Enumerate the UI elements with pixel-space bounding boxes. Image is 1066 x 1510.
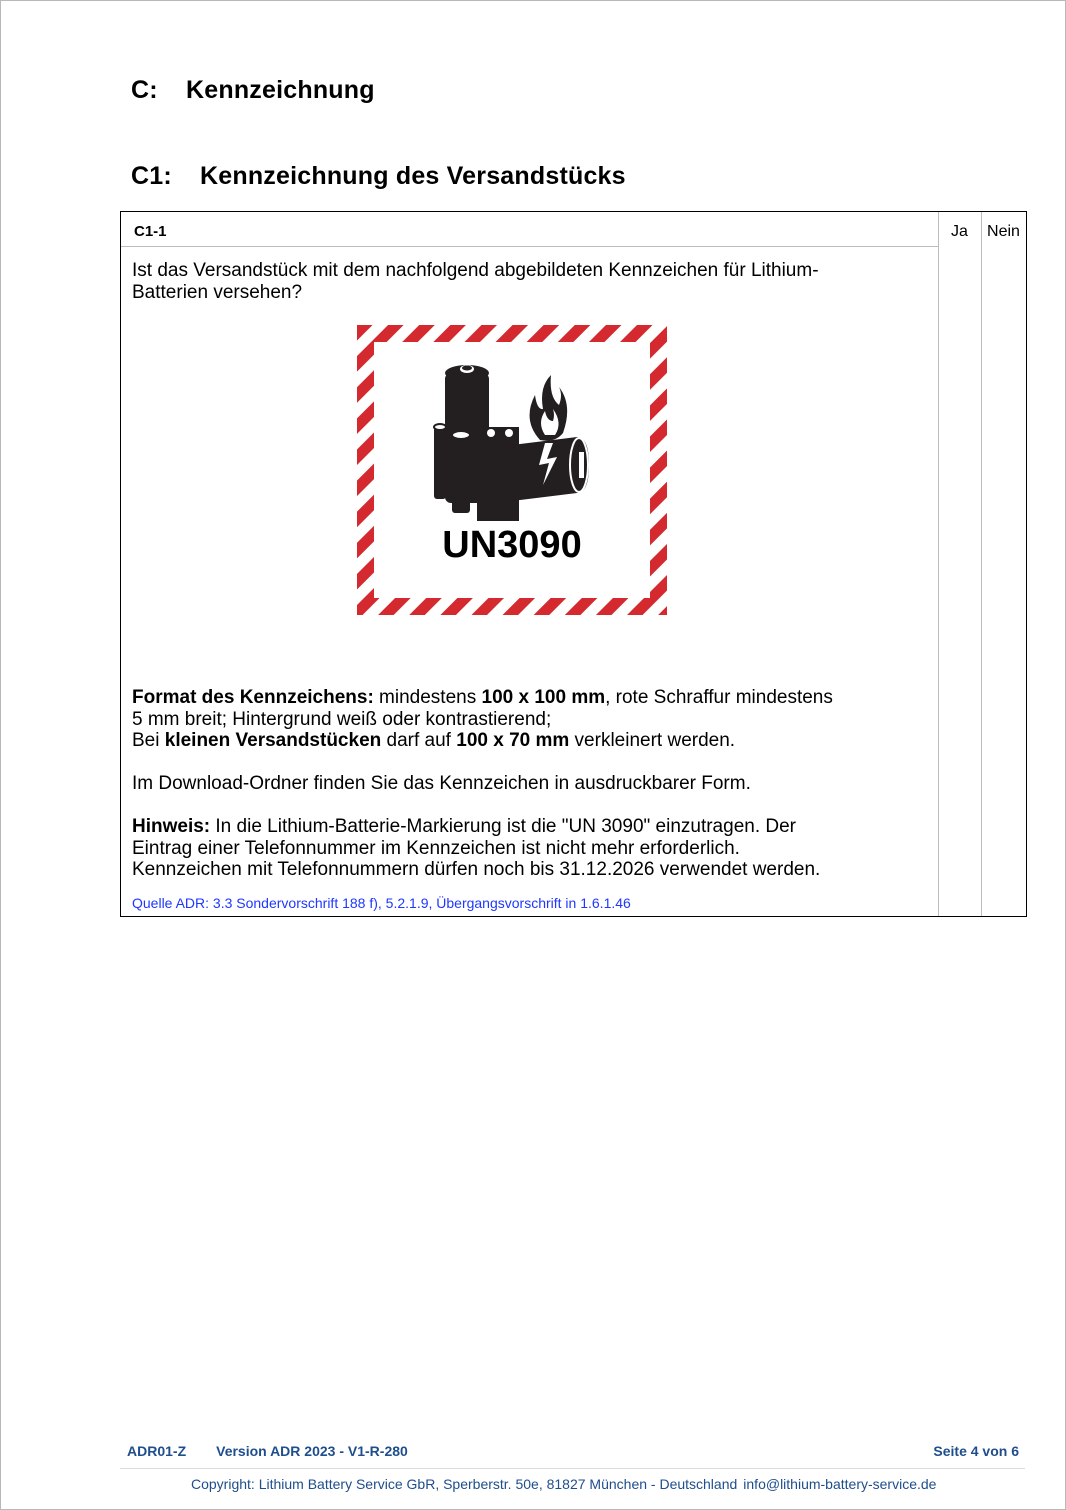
format-text-1: mindestens	[373, 687, 482, 708]
subsection-title: Kennzeichnung des Versandstücks	[200, 162, 626, 190]
note-text-1: In die Lithium-Batterie-Markierung ist die "UN 3090" einzutragen. Der	[210, 816, 796, 837]
copyright-text: Copyright: Lithium Battery Service GbR, Sperberstr. 50e, 81827 München - Deutschland	[191, 1476, 738, 1492]
column-header-no: Nein	[987, 223, 1020, 240]
note-block	[132, 816, 922, 881]
format-description	[132, 687, 922, 752]
un-number-text: UN3090	[442, 524, 582, 566]
format-line-1	[132, 687, 922, 709]
format-text-4: darf auf	[381, 730, 457, 751]
section-heading	[131, 76, 375, 105]
footer-divider	[120, 1468, 1025, 1469]
format-text-2: , rote Schraffur mindestens	[605, 687, 833, 708]
section-number: C:	[131, 76, 158, 104]
format-text-3: Bei	[132, 730, 165, 751]
lithium-battery-mark	[357, 325, 667, 615]
note-line-2: Eintrag einer Telefonnummer im Kennzeichen ist nicht mehr erforderlich.	[132, 837, 740, 859]
question-line-1: Ist das Versandstück mit dem nachfolgend abgebildeten Kennzeichen für Lithium-	[132, 260, 819, 281]
lithium-battery-mark-graphic	[357, 325, 667, 615]
column-divider-yes	[938, 212, 939, 916]
format-label: Format des Kennzeichens:	[132, 687, 374, 708]
copyright-email: info@lithium-battery-service.de	[743, 1476, 937, 1492]
footer-page-number: Seite 4 von 6	[933, 1443, 1019, 1459]
note-line-3: Kennzeichen mit Telefonnummern dürfen noch bis 31.12.2026 verwendet werden.	[132, 859, 821, 880]
subsection-number: C1:	[131, 162, 172, 190]
source-reference: Quelle ADR: 3.3 Sondervorschrift 188 f), 5.2.1.9, Übergangsvorschrift in 1.6.1.46	[132, 895, 631, 911]
subsection-heading	[131, 162, 626, 191]
format-size-large: 100 x 100 mm	[481, 687, 606, 708]
section-title: Kennzeichnung	[186, 76, 375, 104]
format-small-packages: kleinen Versandstücken	[164, 730, 382, 751]
header-divider	[121, 246, 938, 247]
format-size-small: 100 x 70 mm	[456, 730, 570, 751]
note-line-1	[132, 816, 922, 838]
note-label: Hinweis:	[132, 816, 211, 837]
download-hint: Im Download-Ordner finden Sie das Kennzeichen in ausdruckbarer Form.	[132, 773, 751, 794]
footer-version: Version ADR 2023 - V1-R-280	[216, 1443, 408, 1459]
question-line-2: Batterien versehen?	[132, 281, 303, 303]
footer-doc-id: ADR01-Z	[127, 1443, 187, 1459]
footer-copyright	[191, 1476, 936, 1492]
format-text-5: verkleinert werden.	[569, 730, 736, 751]
question-id: C1-1	[134, 223, 167, 240]
format-line-2: 5 mm breit; Hintergrund weiß oder kontrastierend;	[132, 708, 552, 730]
footer-left	[127, 1443, 408, 1459]
question-text	[132, 260, 922, 303]
column-divider-no	[981, 212, 982, 916]
column-header-yes: Ja	[951, 223, 968, 240]
question-table	[120, 211, 1027, 917]
format-line-3	[132, 730, 922, 752]
